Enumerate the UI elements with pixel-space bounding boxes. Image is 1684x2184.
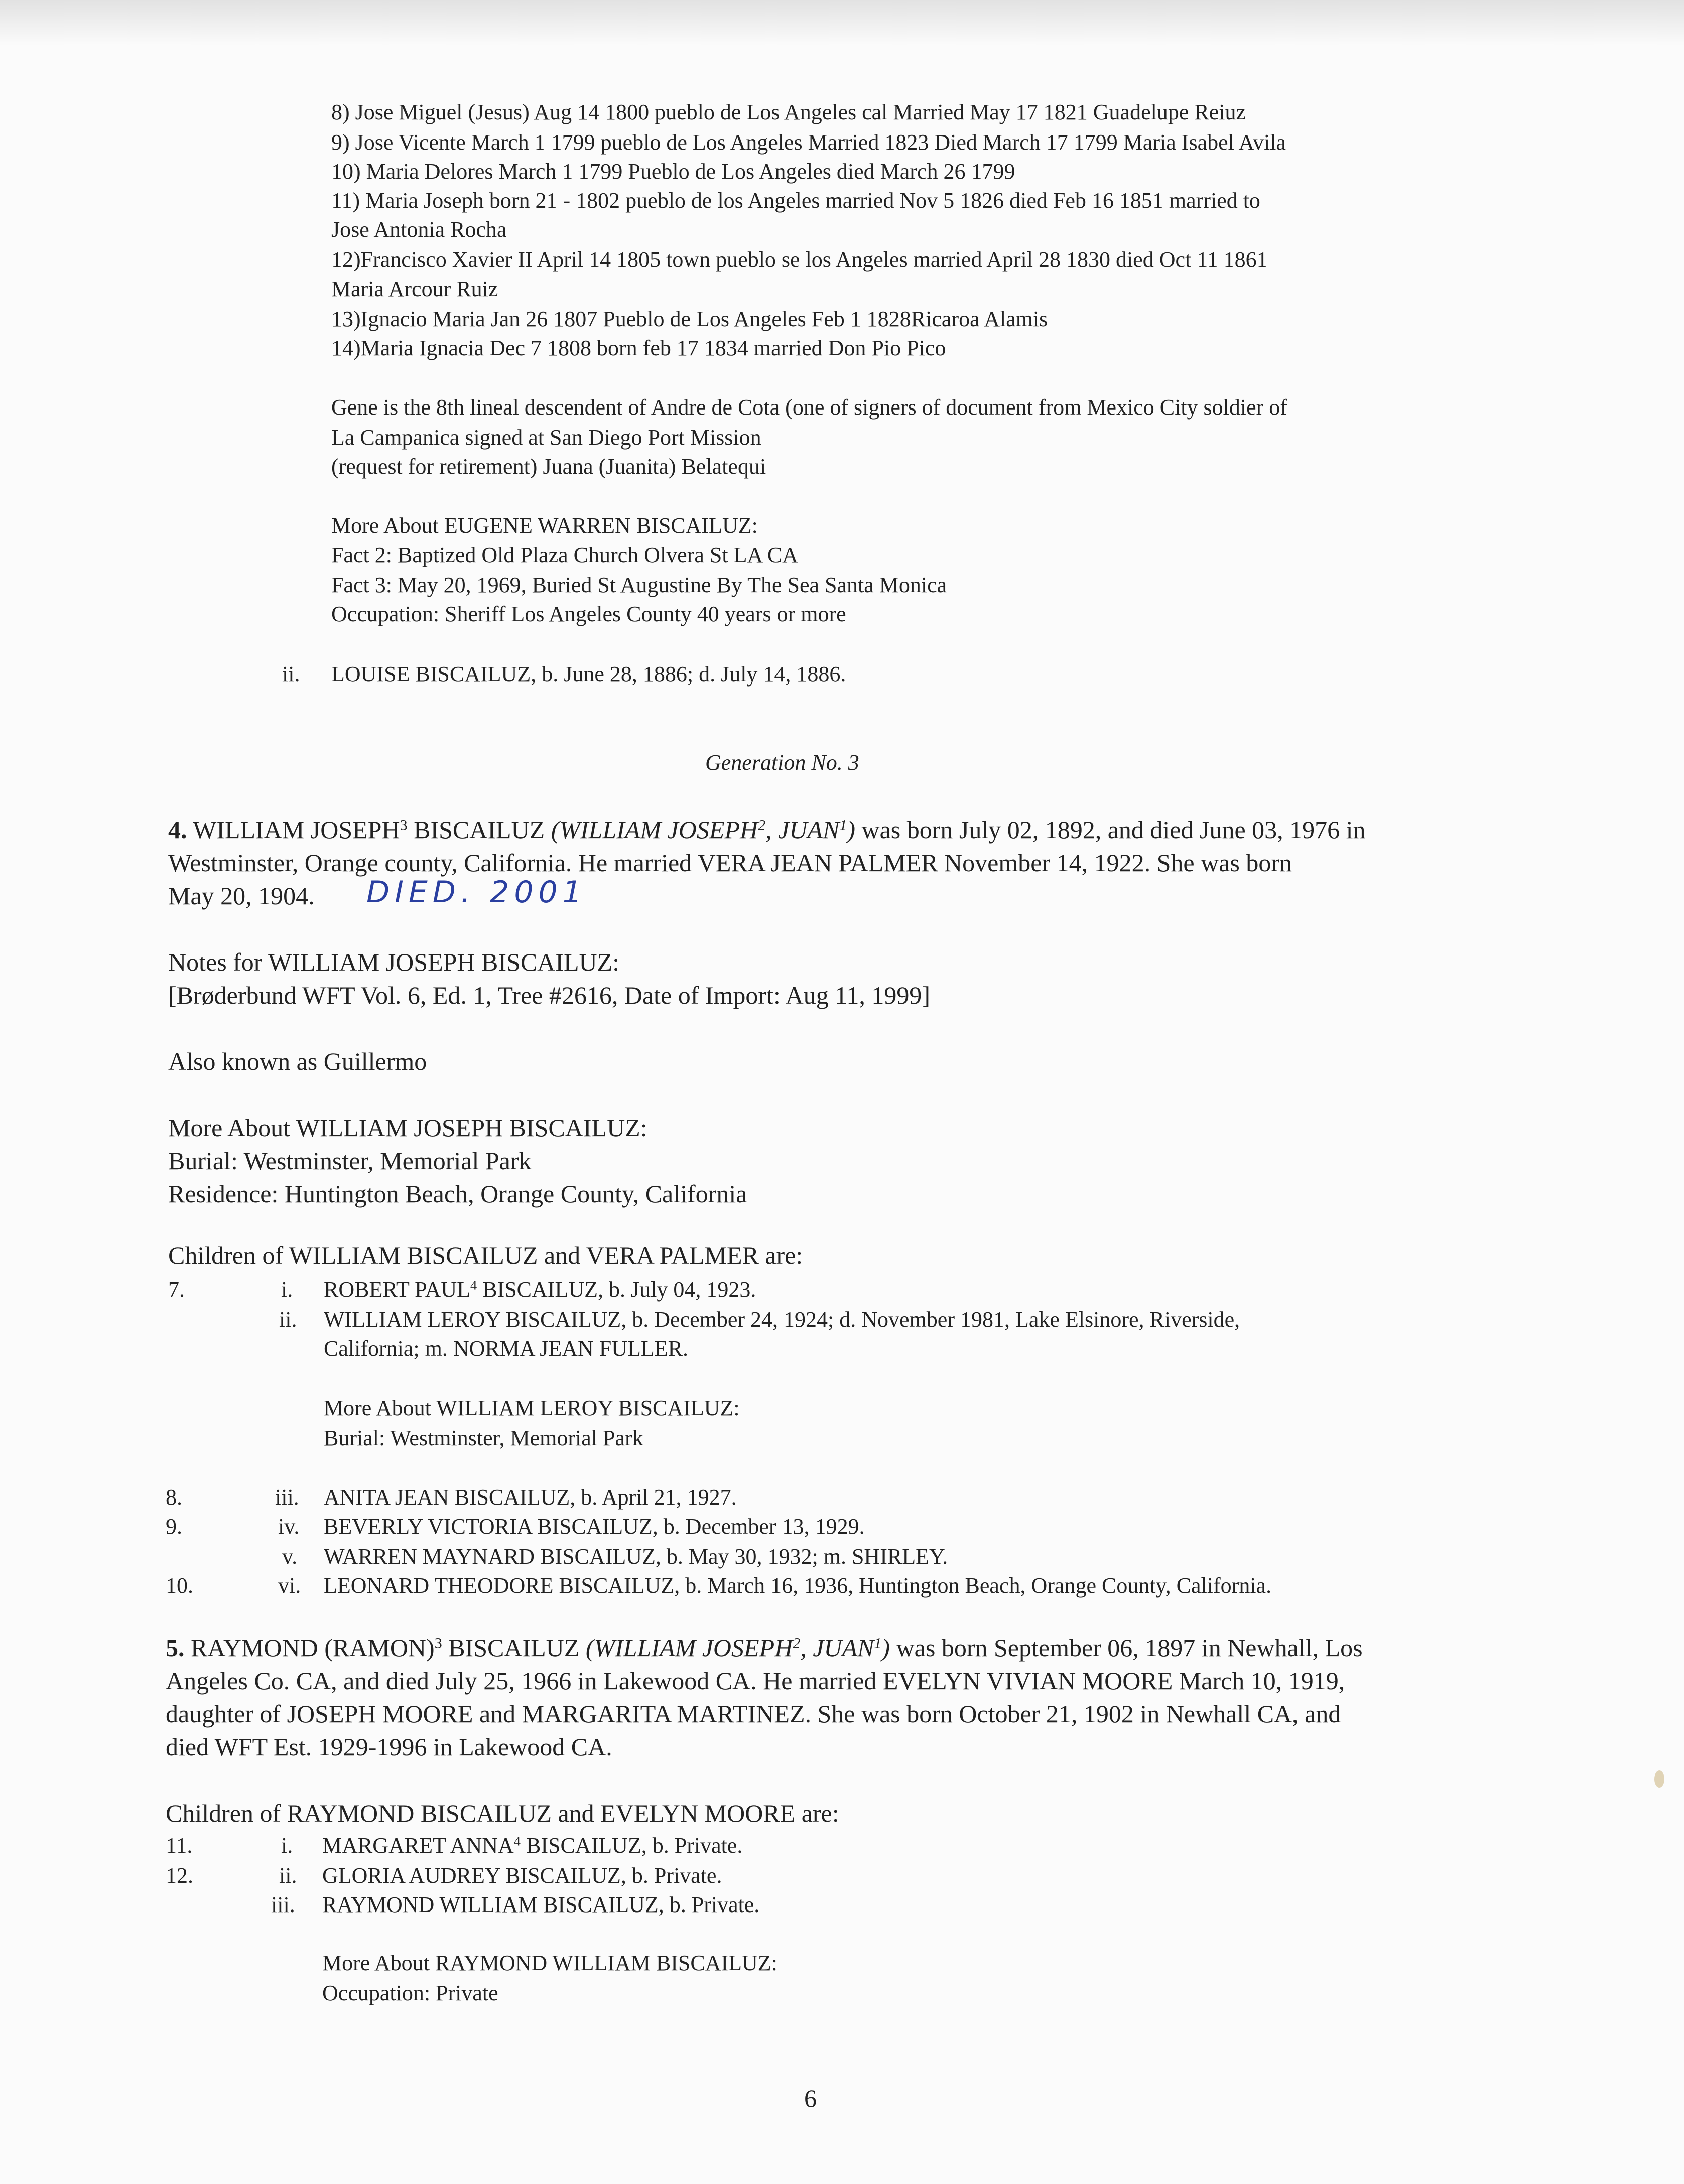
child-roman: i. bbox=[281, 1833, 293, 1858]
person-name: WILLIAM JOSEPH bbox=[193, 815, 400, 844]
ancestry-sup: 2 bbox=[758, 816, 766, 834]
child-number: 9. bbox=[166, 1514, 182, 1539]
child-entry: LEONARD THEODORE BISCAILUZ, b. March 16, 1936, Huntington Beach, Orange County, California. bbox=[324, 1573, 1272, 1598]
child-number: 10. bbox=[166, 1573, 193, 1598]
william-entry-line3: May 20, 1904. bbox=[168, 882, 315, 910]
child-number: 7. bbox=[168, 1277, 185, 1302]
ancestry-sup: 2 bbox=[793, 1634, 801, 1652]
raymond-william-occupation: Occupation: Private bbox=[322, 1981, 498, 2005]
child-entry bbox=[324, 1279, 756, 1301]
ancestry: , JUAN bbox=[800, 1633, 874, 1662]
william-burial: Burial: Westminster, Memorial Park bbox=[168, 1147, 532, 1175]
list-item-14: 14)Maria Ignacia Dec 7 1808 born feb 17 1834 married Don Pio Pico bbox=[331, 336, 946, 360]
child-roman: vi. bbox=[278, 1573, 301, 1598]
raymond-entry-line1 bbox=[166, 1635, 1363, 1660]
child-entry: RAYMOND WILLIAM BISCAILUZ, b. Private. bbox=[322, 1892, 760, 1917]
person-name: RAYMOND (RAMON) bbox=[191, 1633, 435, 1662]
raymond-entry-line2: Angeles Co. CA, and died July 25, 1966 in Lakewood CA. He married EVELYN VIVIAN MOORE March 10, 1919, bbox=[166, 1667, 1345, 1695]
list-item-9: 9) Jose Vicente March 1 1799 pueblo de Los Angeles Married 1823 Died March 17 1799 Maria Isabel Avila bbox=[331, 130, 1286, 155]
ancestry: ) bbox=[847, 815, 855, 844]
person-surname: BISCAILUZ bbox=[448, 1633, 580, 1662]
child-roman: ii. bbox=[279, 1307, 297, 1332]
scan-top-edge bbox=[0, 0, 1684, 45]
generation-heading: Generation No. 3 bbox=[705, 750, 859, 775]
child-number: 11. bbox=[166, 1833, 193, 1858]
generation-sup: 4 bbox=[513, 1833, 521, 1849]
child-entry: GLORIA AUDREY BISCAILUZ, b. Private. bbox=[322, 1863, 722, 1888]
list-item-12-cont: Maria Arcour Ruiz bbox=[331, 277, 498, 301]
entry-number: 4. bbox=[168, 815, 187, 844]
child-entry: ANITA JEAN BISCAILUZ, b. April 21, 1927. bbox=[324, 1485, 737, 1510]
eugene-fact: Occupation: Sheriff Los Angeles County 40 years or more bbox=[331, 602, 846, 626]
list-item-8: 8) Jose Miguel (Jesus) Aug 14 1800 pueblo de Los Angeles cal Married May 17 1821 Guadelupe Reiuz bbox=[331, 100, 1246, 124]
william-children-heading: Children of WILLIAM BISCAILUZ and VERA PALMER are: bbox=[168, 1241, 803, 1269]
eugene-more-heading: More About EUGENE WARREN BISCAILUZ: bbox=[331, 513, 758, 538]
list-item-11-cont: Jose Antonia Rocha bbox=[331, 217, 507, 242]
william-notes-heading: Notes for WILLIAM JOSEPH BISCAILUZ: bbox=[168, 948, 620, 976]
child-entry: WILLIAM LEROY BISCAILUZ, b. December 24, 1924; d. November 1981, Lake Elsinore, Riverside, bbox=[324, 1307, 1240, 1332]
child-entry: WARREN MAYNARD BISCAILUZ, b. May 30, 1932; m. SHIRLEY. bbox=[324, 1544, 948, 1569]
generation-sup: 3 bbox=[400, 816, 408, 834]
list-item-13: 13)Ignacio Maria Jan 26 1807 Pueblo de Los Angeles Feb 1 1828Ricaroa Alamis bbox=[331, 307, 1048, 331]
louise-entry: LOUISE BISCAILUZ, b. June 28, 1886; d. July 14, 1886. bbox=[331, 662, 846, 687]
eugene-fact: Fact 2: Baptized Old Plaza Church Olvera St LA CA bbox=[331, 542, 798, 567]
william-aka: Also known as Guillermo bbox=[168, 1047, 427, 1075]
entry-text: was born September 06, 1897 in Newhall, Los bbox=[896, 1633, 1363, 1662]
child-entry: BEVERLY VICTORIA BISCAILUZ, b. December 13, 1929. bbox=[324, 1514, 865, 1539]
child-roman: iii. bbox=[271, 1892, 295, 1917]
raymond-children-heading: Children of RAYMOND BISCAILUZ and EVELYN MOORE are: bbox=[166, 1799, 839, 1827]
child-name: ROBERT PAUL bbox=[324, 1277, 470, 1302]
ancestry: (WILLIAM JOSEPH bbox=[551, 815, 758, 844]
eugene-fact: Fact 3: May 20, 1969, Buried St Augustine By The Sea Santa Monica bbox=[331, 573, 947, 597]
generation-sup: 4 bbox=[470, 1277, 477, 1293]
ancestry-sup: 1 bbox=[839, 816, 847, 834]
william-entry-line2: Westminster, Orange county, California. He married VERA JEAN PALMER November 14, 1922. She was born bbox=[168, 849, 1292, 877]
handwritten-note: DIED. 2001 bbox=[366, 875, 587, 910]
child-entry bbox=[322, 1835, 742, 1857]
child-number: 8. bbox=[166, 1485, 182, 1510]
william-notes-line: [Brøderbund WFT Vol. 6, Ed. 1, Tree #2616, Date of Import: Aug 11, 1999] bbox=[168, 981, 930, 1009]
gene-note-line: Gene is the 8th lineal descendent of Andre de Cota (one of signers of document from Mexico City soldier of bbox=[331, 395, 1287, 420]
gene-note-line: (request for retirement) Juana (Juanita) Belatequi bbox=[331, 454, 766, 479]
entry-text: was born July 02, 1892, and died June 03, 1976 in bbox=[861, 815, 1366, 844]
ancestry: ) bbox=[881, 1633, 890, 1662]
gene-note-line: La Campanica signed at San Diego Port Mission bbox=[331, 425, 761, 450]
person-surname: BISCAILUZ bbox=[414, 815, 545, 844]
ancestry-sup: 1 bbox=[874, 1634, 882, 1652]
list-item-12: 12)Francisco Xavier II April 14 1805 town pueblo se los Angeles married April 28 1830 died Oct 11 1861 bbox=[331, 247, 1268, 272]
william-entry-line1 bbox=[168, 817, 1366, 842]
page-number: 6 bbox=[804, 2084, 817, 2112]
child-roman: iii. bbox=[275, 1485, 299, 1510]
child-roman: iv. bbox=[278, 1514, 300, 1539]
paper-stain bbox=[1654, 1770, 1664, 1788]
raymond-entry-line4: died WFT Est. 1929-1996 in Lakewood CA. bbox=[166, 1733, 612, 1761]
raymond-entry-line3: daughter of JOSEPH MOORE and MARGARITA MARTINEZ. She was born October 21, 1902 in Newhall CA, and bbox=[166, 1700, 1341, 1728]
child-name: MARGARET ANNA bbox=[322, 1833, 514, 1858]
leroy-more-heading: More About WILLIAM LEROY BISCAILUZ: bbox=[324, 1396, 740, 1420]
child-roman: v. bbox=[282, 1544, 298, 1569]
list-item-10: 10) Maria Delores March 1 1799 Pueblo de Los Angeles died March 26 1799 bbox=[331, 159, 1015, 184]
ancestry: (WILLIAM JOSEPH bbox=[585, 1633, 793, 1662]
child-roman: i. bbox=[281, 1277, 293, 1302]
william-residence: Residence: Huntington Beach, Orange County, California bbox=[168, 1180, 747, 1208]
louise-numeral: ii. bbox=[282, 662, 300, 687]
william-more-heading: More About WILLIAM JOSEPH BISCAILUZ: bbox=[168, 1114, 647, 1142]
child-number: 12. bbox=[166, 1863, 193, 1888]
child-entry-cont: California; m. NORMA JEAN FULLER. bbox=[324, 1336, 688, 1361]
entry-number: 5. bbox=[166, 1633, 185, 1662]
generation-sup: 3 bbox=[434, 1634, 442, 1652]
list-item-11: 11) Maria Joseph born 21 - 1802 pueblo de los Angeles married Nov 5 1826 died Feb 16 1851 married to bbox=[331, 188, 1260, 213]
child-roman: ii. bbox=[279, 1863, 297, 1888]
leroy-burial: Burial: Westminster, Memorial Park bbox=[324, 1426, 643, 1450]
child-details: BISCAILUZ, b. July 04, 1923. bbox=[477, 1277, 756, 1302]
child-details: BISCAILUZ, b. Private. bbox=[520, 1833, 743, 1858]
raymond-william-more-heading: More About RAYMOND WILLIAM BISCAILUZ: bbox=[322, 1951, 778, 1975]
ancestry: , JUAN bbox=[765, 815, 840, 844]
